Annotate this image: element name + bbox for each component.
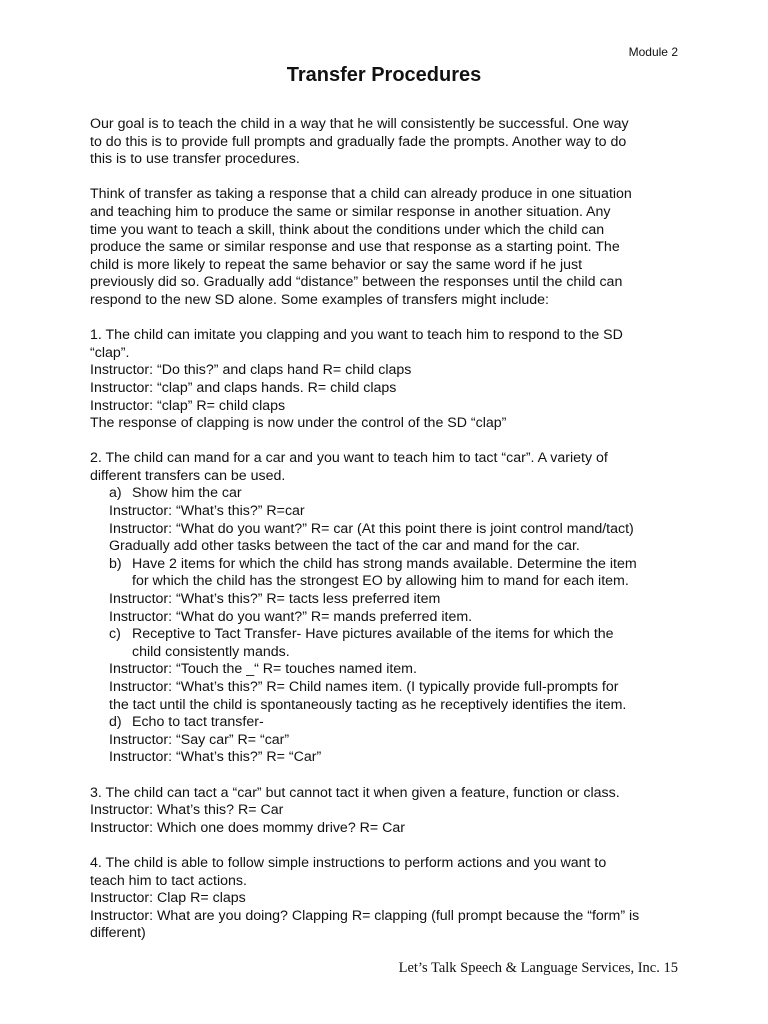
text-line: Instructor: “clap” R= child claps (90, 397, 286, 414)
text-line: Think of transfer as taking a response that a child can already produce in one situation (90, 186, 632, 203)
text-line: 4. The child is able to follow simple instructions to perform actions and you want to (90, 854, 607, 871)
text-line: child is more likely to repeat the same behavior or say the same word if he just (90, 256, 583, 273)
text-line: for which the child has the strongest EO by allowing him to mand for each item. (132, 573, 629, 590)
list-item-text: Show him the car (132, 485, 242, 502)
text-line: to do this is to provide full prompts and gradually fade the prompts. Another way to do (90, 133, 627, 150)
text-line: produce the same or similar response and use that response as a starting point. The (90, 239, 620, 256)
text-line: Instructor: Clap R= claps (90, 890, 246, 907)
text-line: different) (90, 925, 146, 942)
list-marker: a) (109, 485, 122, 502)
text-line: previously did so. Gradually add “distance” between the responses until the child can (90, 274, 623, 291)
text-line: this is to use transfer procedures. (90, 151, 300, 168)
text-line: Instructor: “Do this?” and claps hand R= child claps (90, 362, 412, 379)
text-line: respond to the new SD alone. Some examples of transfers might include: (90, 291, 549, 308)
text-line: child consistently mands. (132, 643, 290, 660)
page-footer: Let’s Talk Speech & Language Services, Inc. 15 (398, 960, 678, 976)
text-line: Our goal is to teach the child in a way that he will consistently be successful. One way (90, 116, 629, 132)
text-line: Instructor: “What do you want?” R= car (At this point there is joint control mand/tact) (109, 520, 634, 537)
text-line: Instructor: What’s this? R= Car (90, 802, 284, 819)
text-line: The response of clapping is now under the control of the SD “clap” (90, 415, 507, 432)
text-line: 3. The child can tact a “car” but cannot tact it when given a feature, function or class. (90, 784, 620, 801)
list-marker: c) (109, 626, 121, 643)
text-line: Instructor: “Touch the _“ R= touches named item. (109, 661, 417, 678)
list-item-text: Echo to tact transfer- (132, 714, 264, 731)
example-1 (90, 327, 680, 433)
text-line: teach him to tact actions. (90, 872, 247, 889)
text-line: Instructor: “What’s this?” R= Child names item. (I typically provide full-prompts for (109, 679, 619, 695)
text-line: 1. The child can imitate you clapping and you want to teach him to respond to the SD (90, 327, 623, 344)
text-line: Instructor: What are you doing? Clapping R= clapping (full prompt because the “form” is (90, 907, 640, 924)
text-line: “clap”. (90, 344, 130, 361)
text-line: time you want to teach a skill, think about the conditions under which the child can (90, 221, 605, 238)
list-item-text: Have 2 items for which the child has strong mands available. Determine the item (132, 555, 637, 572)
list-item-text: Receptive to Tact Transfer- Have pictures available of the items for which the (132, 626, 614, 643)
transfer-paragraph (90, 186, 680, 309)
text-line: and teaching him to produce the same or similar response in another situation. Any (90, 203, 611, 220)
text-line: Instructor: Which one does mommy drive? R= Car (90, 819, 405, 836)
example-4 (90, 855, 680, 943)
example-3 (90, 785, 680, 838)
list-marker: d) (109, 714, 122, 731)
text-line: Gradually add other tasks between the tact of the car and mand for the car. (109, 538, 580, 555)
text-line: Instructor: “Say car” R= “car” (109, 731, 290, 748)
text-line: Instructor: “clap” and claps hands. R= child claps (90, 379, 397, 396)
text-line: the tact until the child is spontaneously tacting as he receptively identifies the item. (109, 696, 627, 713)
page-title: Transfer Procedures (286, 64, 482, 86)
text-line: different transfers can be used. (90, 467, 286, 484)
list-item-d (90, 714, 680, 732)
list-item-b (90, 556, 680, 574)
list-item-c (90, 626, 680, 644)
text-line: 2. The child can mand for a car and you want to teach him to tact “car”. A variety of (90, 450, 608, 467)
list-marker: b) (109, 555, 122, 572)
example-2 (90, 450, 680, 767)
intro-paragraph (90, 116, 680, 169)
text-line: Instructor: “What’s this?” R= tacts less preferred item (109, 591, 441, 608)
text-line: Instructor: “What do you want?” R= mands preferred item. (109, 608, 473, 625)
list-item-a (90, 485, 680, 503)
text-line: Instructor: “What’s this?” R=car (109, 503, 305, 520)
document-body (90, 116, 680, 961)
module-label: Module 2 (628, 45, 678, 59)
text-line: Instructor: “What’s this?” R= “Car” (109, 749, 322, 766)
